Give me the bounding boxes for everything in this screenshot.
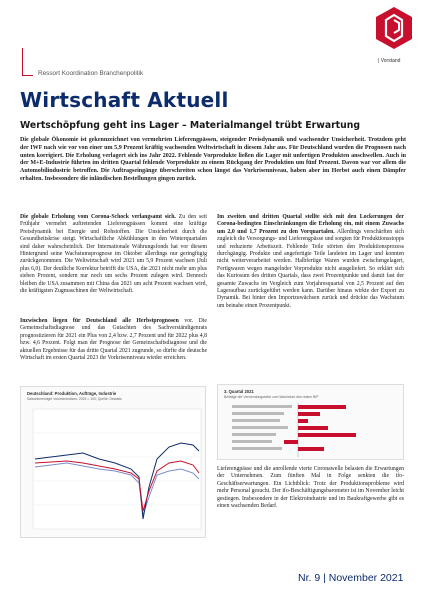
column-1-lead-phrase: Die globale Erholung vom Corona-Schock verlangsamt sich. xyxy=(20,214,176,220)
department-name: Ressort Koordination Branchenpolitik xyxy=(38,70,144,77)
vorstand-label: | Vorstand xyxy=(378,58,401,64)
chart-2-plot xyxy=(218,385,405,461)
production-orders-chart xyxy=(20,386,206,538)
lead-paragraph: Die globale Ökonomie ist gekennzeichnet von vermehrten Lieferengpässen, steigender Preisdynamik und wachsender Unsicherheit. Trotzdem geht der IWF nach wie vor von einer um 5,9 Prozent kräftig wachsenden Weltwirtschaft in diesem Jahr aus. Für Deutschland wurden die Prognosen nach unten korrigiert. Die Erholung verlagert sich ins Jahr 2022. Fehlende Vorprodukte ließen die Lager mit unfertigen Produkten anschwellen. Auch in der M+E-Industrie führten im dritten Quartal fehlende Vorprodukte zu einem Rückgang der Produktion um fünf Prozent. Davon war vor allem die Automobilindustrie betroffen. Die Auftragseingänge überschreiten schon längst das Vorkrisenniveau, haben aber im Herbst auch einen Dämpfer erhalten. Insbesondere die inländischen Bestellungen gingen zurück. xyxy=(20,137,406,182)
column-2-paragraph xyxy=(217,214,404,310)
column-1b-paragraph xyxy=(20,318,207,362)
chart-2-subtitle: Beiträge der Verwendungsseite zum Wachstum des realen BIP xyxy=(224,395,319,399)
column-2-text: Allerdings verschärften sich zugleich die Versorgungs- und Lieferengpässe und sorgten für Produktionsstopps und reduzierte Arbeitszeit. Fehlende Teile störten den Produktionsprozess durchgängig. Produkte und angefertigte Teile landeten im Lager und konnten nicht weiterverarbeitet werden. Halbfertige Waren wurden zwischengelagert, Fertigwaren wegen mangelnder Vorprodukte nicht ausgeliefert. So erklärt sich das Kuriosum des dritten Quartals, dass zwei Prozentpunkte und damit fast der gesamte Zuwachs im Vergleich zum Vorjahresquartal von 2,5 Prozent auf den Lageraufbau zurückgeführt werden kann. Darüber hinaus wirkte der Export zu Dynamik. Bei hinter den Importzuwächsen zurück und drückte das Wachstum um beinahe einen Prozentpunkt. xyxy=(217,228,404,309)
column-2b-paragraph: Lieferengpässe und die anrollende vierte Coronawelle belasten die Erwartungen der Unternehmen. Zum fünften Mal in Folge senkten die ifo-Geschäftserwartungen. Ein Lichtblick: Trotz der Produktionsprobleme wird mehr Personal gesucht. Der ifo-Beschäftigungsbarometer ist im November leicht gestiegen. Insbesondere in der Elektroindustrie und im Baukraftgewerbe gibt es einen wachsenden Bedarf. xyxy=(217,466,404,510)
page-title: Wirtschaft Aktuell xyxy=(20,88,229,112)
chart-2-title: 3. Quartal 2021 xyxy=(224,389,254,394)
column-1-paragraph xyxy=(20,214,207,295)
department-bracket xyxy=(22,48,33,76)
column-1-text: Zu den seit Frühjahr vermehrt auftretenden Lieferengpässen kommt eine kräftige Preisdynamik bei Energie und Rohstoffen. Die Unsicherheit durch die Gesundheitskrise steigt. Wirtschaftliche Abkühlungen in den Winterquartalen sind daher wahrscheinlich. Der Internationale Währungsfonds hat vor diesem Hintergrund seine Wachstumsprognose im Oktober allerdings nur geringfügig zurückgenommen. Die Weltwirtschaft wird 2021 um 5,9 Prozent wachsen (Juli plus 6,0). Der deutliche Korrektur betrifft die USA, die 2021 nicht mehr um plus sieben Prozent, sondern nur noch um sechs Prozent zulegen wird. Dennoch bleiben die USA zusammen mit China das 2021 um acht Prozent wachsen wird, die kräftigsten Zugmaschinen der Weltwirtschaft. xyxy=(20,214,207,295)
chart-1-subtitle: Saisonbereinigte Volumenindizes, 2015 = 100; Quelle: Destatis xyxy=(27,397,122,401)
chart-1-title: Deutschland: Produktion, Aufträge, Industrie xyxy=(27,391,117,396)
issue-footer: Nr. 9 | November 2021 xyxy=(298,572,404,584)
chart-1-plot xyxy=(21,387,207,539)
ig-metall-logo xyxy=(375,6,413,50)
page-subtitle: Wertschöpfung geht ins Lager – Materialmangel trübt Erwartung xyxy=(20,120,361,131)
column-1b-text: vor. Die Gemeinschaftsdiagnose und das Gutachten des Sachverständigenrats prognostizieren für 2021 ein Plus von 2,4 bzw. 2,7 Prozent und für 2022 plus 4,8 bzw. 4,6 Prozent. Folgt man der Prognose der Gemeinschaftsdiagnose und die aktuellen Ergebnisse für das dritte Quartal 2021 zugrunde, so dürfte die deutsche Wirtschaft im ersten Quartal 2023 ihr Vorkrisenniveau wieder erreichen. xyxy=(20,318,207,362)
gdp-contribution-chart xyxy=(217,384,404,460)
column-1b-lead-phrase: Inzwischen liegen für Deutschland alle Herbstprognosen xyxy=(20,318,179,324)
column-2-lead-phrase: Im zweiten und dritten Quartal stellte sich mit den Lockerungen der Corona-bedingten Einschränkungen die Erholung ein, mit einem Zuwachs um 2,0 und 1,7 Prozent zu den Vorquartalen. xyxy=(217,214,404,235)
